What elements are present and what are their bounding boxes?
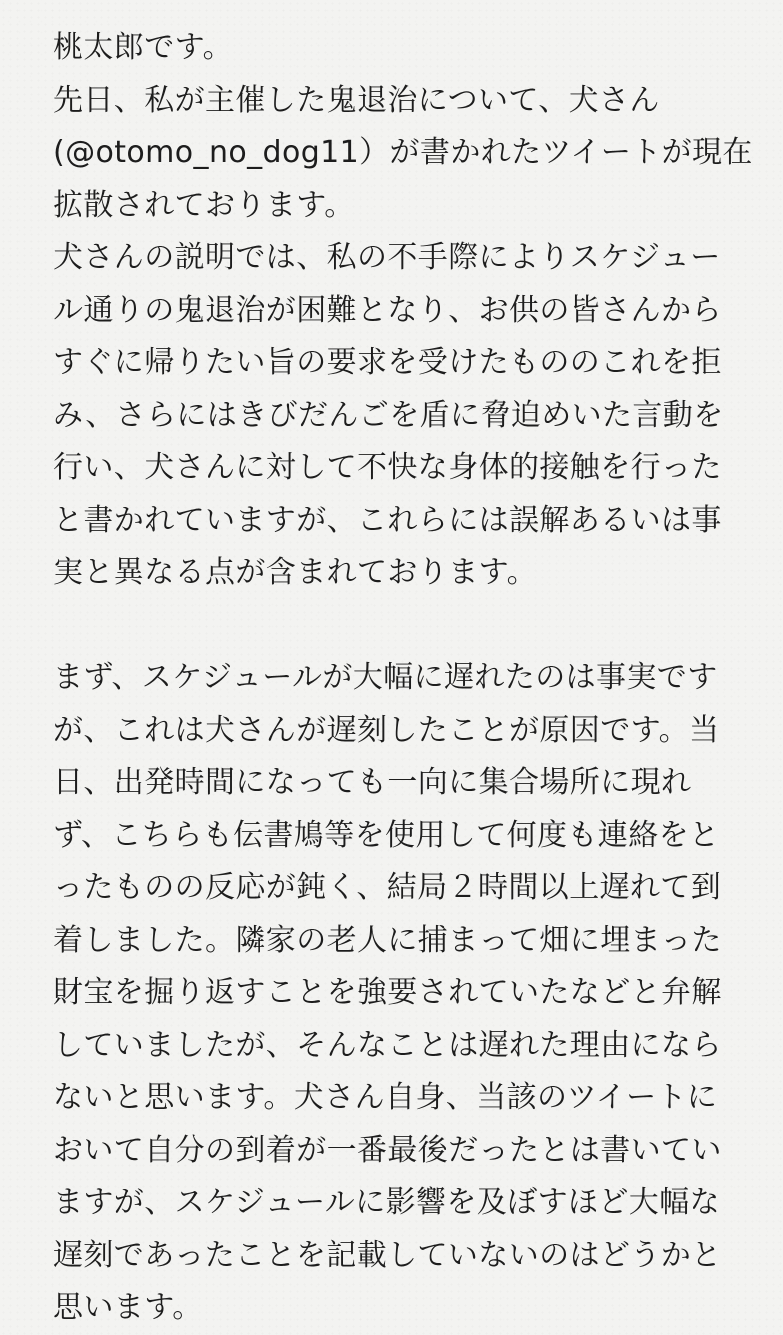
text-line: 着しました。隣家の老人に捕まって畑に埋まった: [53, 922, 722, 958]
text-line: 桃太郎です。: [53, 30, 233, 65]
text-line: 行い、犬さんに対して不快な身体的接触を行った: [53, 450, 722, 485]
text-line: ず、こちらも伝書鳩等を使用して何度も連絡をと: [53, 817, 720, 853]
text-line: していましたが、そんなことは遅れた理由になら: [53, 1027, 722, 1063]
text-line: と書かれていますが、これらには誤解あるいは事: [53, 502, 722, 538]
note-body: [53, 22, 753, 1335]
text-line: 先日、私が主催した鬼退治について、犬さん: [53, 82, 660, 118]
blank-line: [53, 600, 733, 653]
text-line: 犬さんの説明では、私の不手際によりスケジュー: [53, 240, 721, 275]
text-line: ったものの反応が鈍く、結局２時間以上遅れて到: [53, 870, 722, 905]
text-line: み、さらにはきびだんごを盾に脅迫めいた言動を: [53, 397, 724, 433]
text-line: 遅刻であったことを記載していないのはどうかと: [53, 1237, 722, 1273]
text-line: 実と異なる点が含まれております。: [53, 555, 537, 590]
text-line: ル通りの鬼退治が困難となり、お供の皆さんから: [53, 292, 722, 328]
text-line: おいて自分の到着が一番最後だったとは書いてい: [53, 1132, 722, 1168]
text-line: すぐに帰りたい旨の要求を受けたもののこれを拒: [53, 345, 722, 380]
text-line: 財宝を掘り返すことを強要されていたなどと弁解: [53, 975, 722, 1010]
text-line: ないと思います。犬さん自身、当該のツイートに: [53, 1080, 718, 1115]
text-line: 日、出発時間になっても一向に集合場所に現れ: [53, 765, 692, 800]
text-line: 拡散されております。: [53, 187, 355, 223]
text-line: が、これは犬さんが遅刻したことが原因です。当: [53, 712, 720, 748]
text-line: 思います。: [53, 1290, 203, 1325]
text-line: (@otomo_no_dog11）が書かれたツイートが現在: [53, 135, 753, 170]
text-line: まず、スケジュールが大幅に遅れたのは事実です: [53, 660, 718, 695]
text-line: ますが、スケジュールに影響を及ぼすほど大幅な: [53, 1185, 720, 1220]
